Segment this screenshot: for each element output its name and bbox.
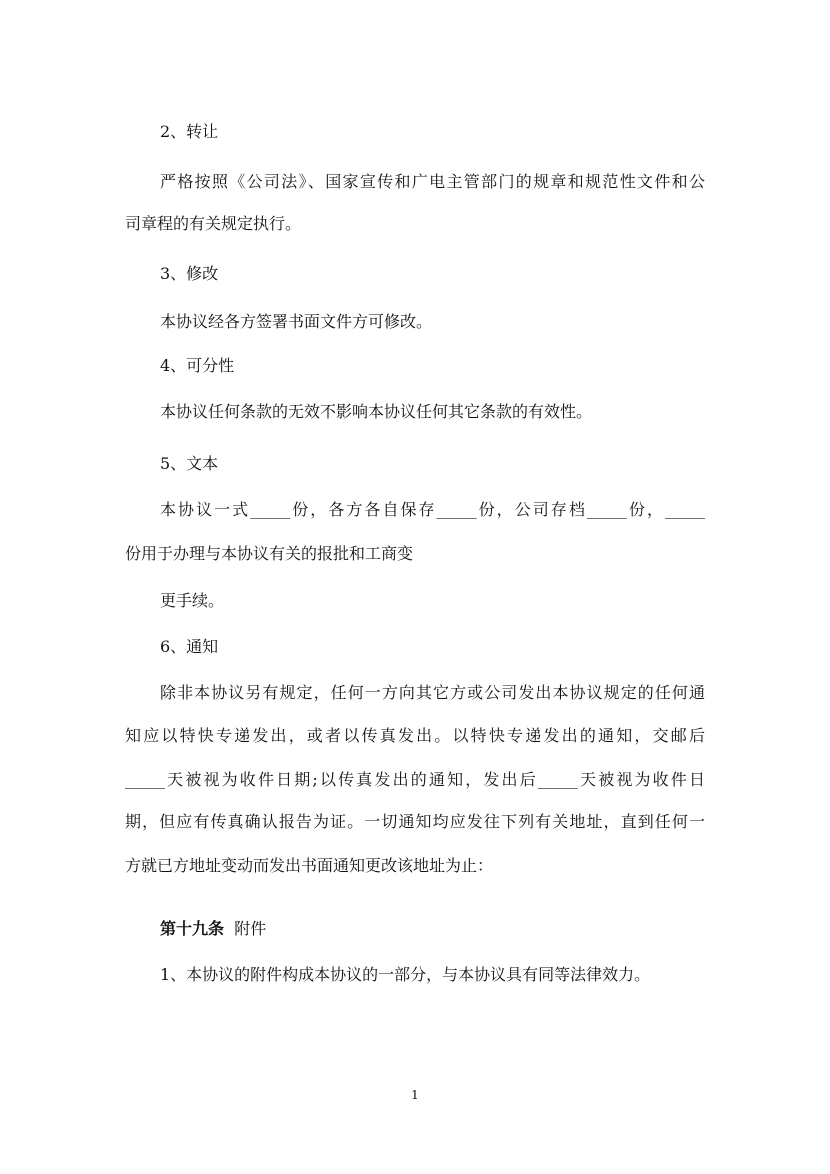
text-line: 本协议任何条款的无效不影响本协议任何其它条款的有效性。 [160,402,593,421]
text-line: 严格按照《公司法》、国家宣传和广电主管部门的规章和规范性文件和公 [160,172,705,191]
text-line: 3、修改 [160,264,219,283]
text-line: 6、通知 [160,637,219,656]
text-line: 除非本协议另有规定，任何一方向其它方或公司发出本协议规定的任何通 [160,683,705,702]
text-line: 2、转让 [160,122,219,141]
text-line: 本协议一式_____份，各方各自保存_____份，公司存档_____份，_____ [160,500,705,519]
text-line: 1、本协议的附件构成本协议的一部分，与本协议具有同等法律效力。 [160,965,651,984]
text-line [160,919,705,939]
text-line: 知应以特快专递发出，或者以传真发出。以特快专递发出的通知，交邮后 [125,726,705,745]
text-line: 份用于办理与本协议有关的报批和工商变 [125,544,414,563]
text-line: _____天被视为收件日期;以传真发出的通知，发出后_____天被视为收件日 [125,770,705,789]
text-line: 司章程的有关规定执行。 [125,214,302,233]
text-line: 本协议经各方签署书面文件方可修改。 [160,312,433,331]
text-line: 更手续。 [160,591,225,610]
text-line: 期，但应有传真确认报告为证。一切通知均应发往下列有关地址，直到任何一 [125,812,705,831]
text-line: 方就已方地址变动而发出书面通知更改该地址为止： [125,856,494,875]
article-heading: 第十九条 [160,919,225,938]
text-line: 5、文本 [160,454,219,473]
page-number: 1 [411,1088,419,1102]
article-title: 附件 [224,919,267,938]
text-line: 4、可分性 [160,356,235,375]
